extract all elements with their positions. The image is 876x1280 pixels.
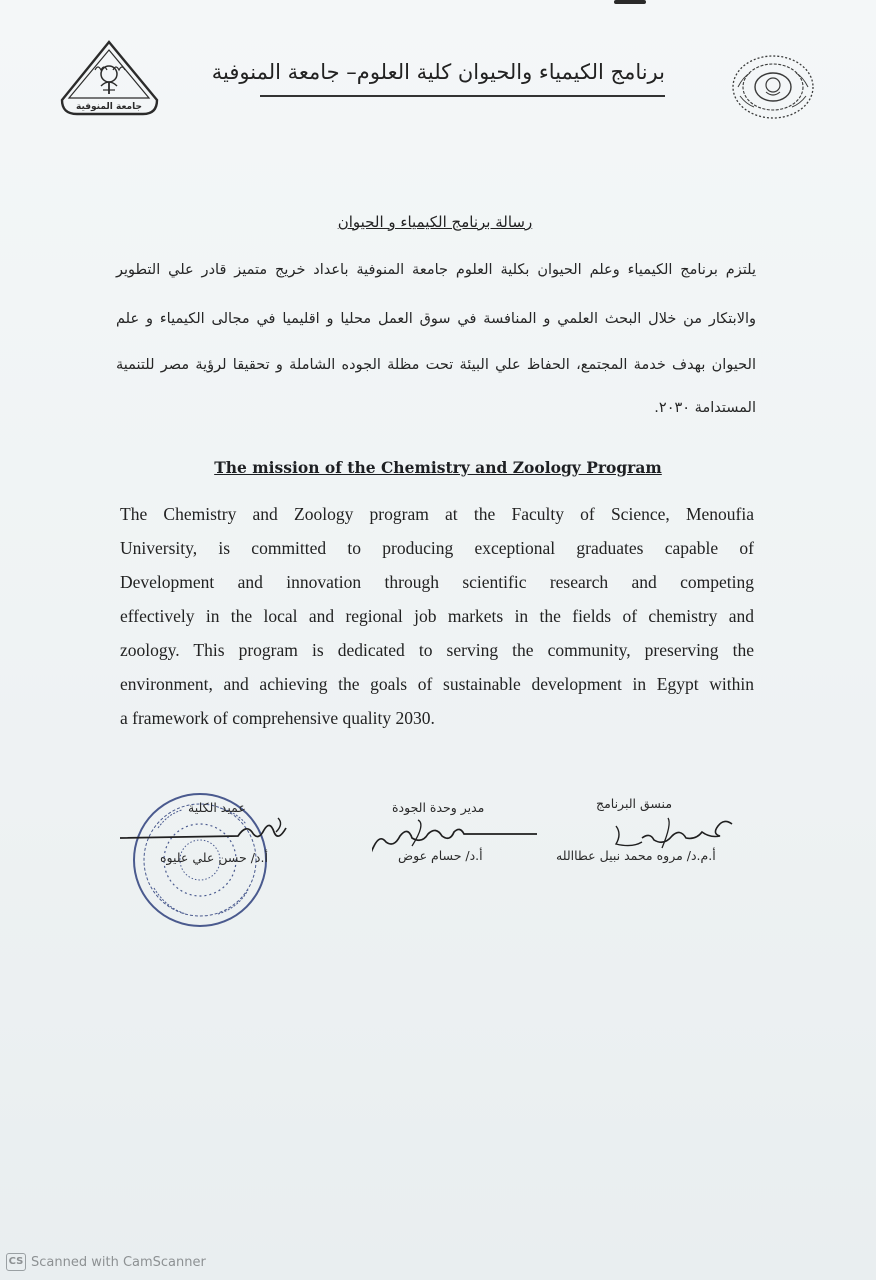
dean-name: أ.د/ حسن علي عليوه	[160, 850, 268, 865]
quality-director-name: أ.د/ حسام عوض	[398, 848, 483, 863]
arabic-mission-line: يلتزم برنامج الكيمياء وعلم الحيوان بكلية العلوم جامعة المنوفية باعداد خريج متميز قادر علي التطوير	[116, 262, 756, 278]
arabic-mission-line: الحيوان بهدف خدمة المجتمع، الحفاظ علي البيئة تحت مظلة الجوده الشاملة و تحقيقا لرؤية مصر للتنمية	[116, 357, 756, 373]
english-mission-line: a framework of comprehensive quality 2030.	[120, 708, 435, 728]
coordinator-title: منسق البرنامج	[596, 796, 673, 811]
dean-signature	[118, 814, 298, 850]
english-mission-line: environment, and achieving the goals of sustainable development in Egypt within	[120, 674, 754, 694]
arabic-mission-heading: رسالة برنامج الكيمياء و الحيوان	[337, 213, 533, 231]
english-mission-line: Development and innovation through scientific research and competing	[120, 572, 754, 592]
scan-mark	[614, 0, 646, 4]
english-mission-heading: The mission of the Chemistry and Zoology Program	[214, 458, 662, 477]
english-mission-line: effectively in the local and regional job markets in the fields of chemistry and	[120, 606, 754, 626]
camscanner-footer	[6, 1252, 206, 1272]
english-mission-line: zoology. This program is dedicated to serving the community, preserving the	[120, 640, 754, 660]
arabic-mission-line: المستدامة ٢٠٣٠.	[654, 400, 756, 416]
camscanner-icon: CS	[6, 1253, 26, 1271]
menoufia-university-logo-icon	[57, 38, 162, 118]
dean-title: عميد الكلية	[188, 800, 246, 815]
english-mission-line: The Chemistry and Zoology program at the Faculty of Science, Menoufia	[120, 504, 754, 524]
header-underline	[260, 95, 665, 97]
page-header-title: برنامج الكيمياء والحيوان كلية العلوم– جامعة المنوفية	[211, 60, 665, 84]
camscanner-label: Scanned with CamScanner	[31, 1254, 206, 1270]
faculty-emblem-icon	[728, 52, 818, 122]
english-mission-line: University, is committed to producing exceptional graduates capable of	[120, 538, 754, 558]
arabic-mission-line: والابتكار من خلال البحث العلمي و المنافسة في سوق العمل محليا و اقليميا في مجالى الكيمياء و علم	[116, 311, 756, 327]
coordinator-name: أ.م.د/ مروه محمد نبيل عطاالله	[556, 848, 716, 863]
quality-director-title: مدير وحدة الجودة	[392, 800, 485, 815]
left-logo-text: جامعة المنوفية	[76, 102, 142, 112]
